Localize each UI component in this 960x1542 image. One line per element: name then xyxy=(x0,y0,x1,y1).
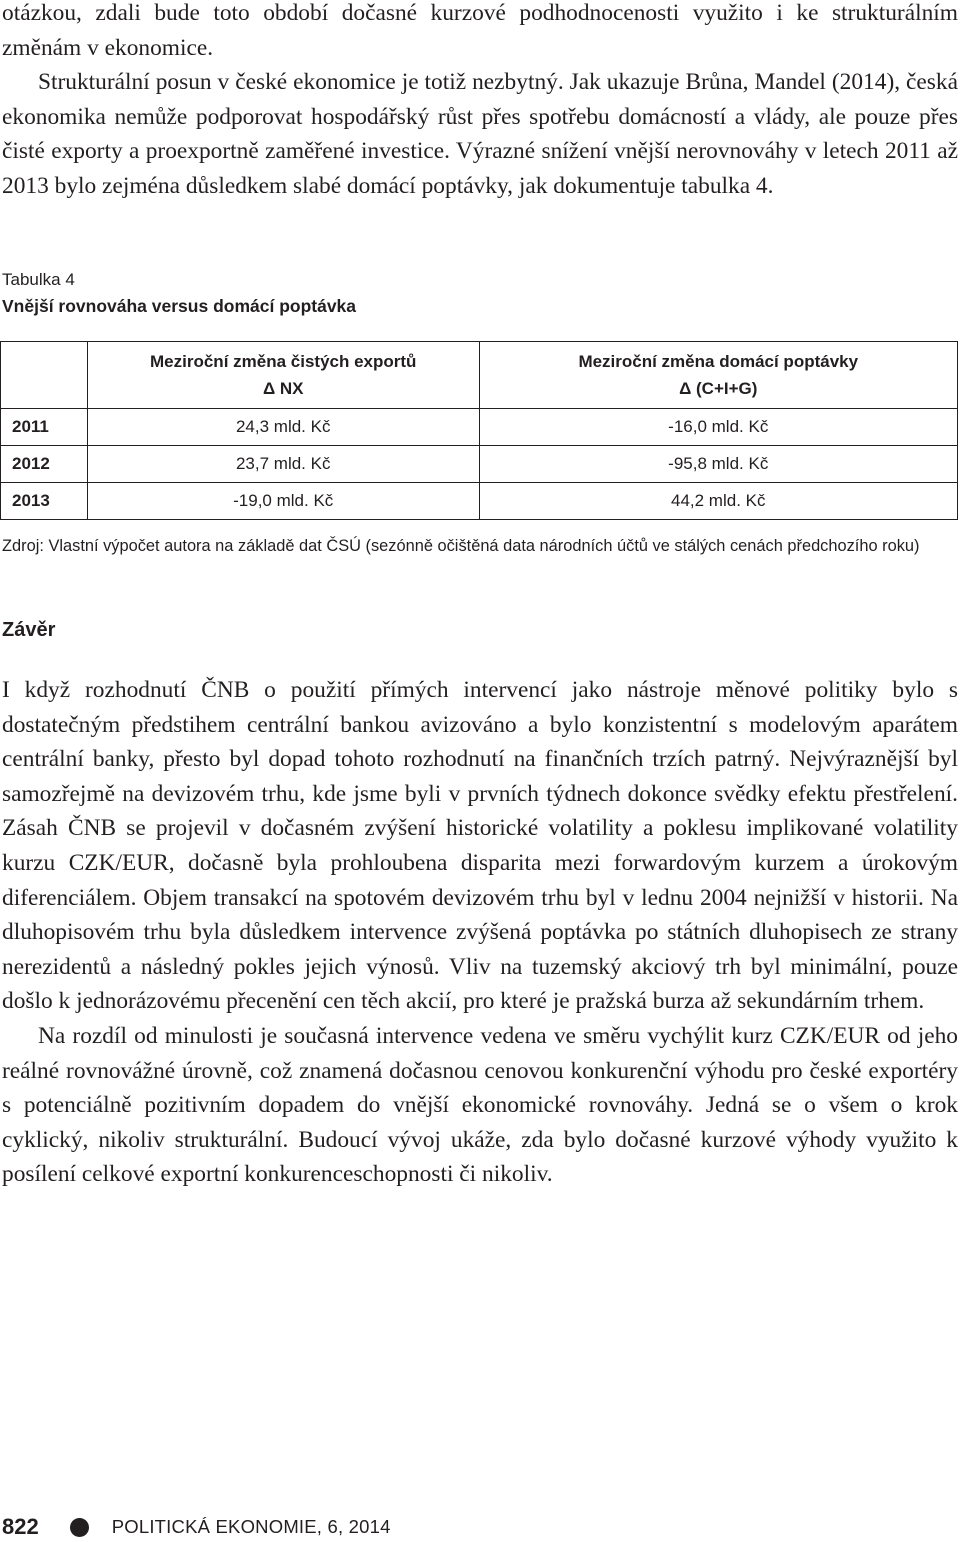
table-row xyxy=(1,446,958,483)
header-empty-cell xyxy=(1,342,88,409)
table-row xyxy=(1,483,958,520)
header-net-exports xyxy=(87,342,479,409)
section-heading: Závěr xyxy=(2,619,56,641)
table-row xyxy=(1,409,958,446)
conclusion-text xyxy=(2,673,958,1192)
intro-paragraph-2: Strukturální posun v české ekonomice je totiž nezbytný. Jak ukazuje Brůna, Mandel (2014), česká ekonomika nemůže podporovat hospodářský růst přes spotřebu domácností a vlády, ale pouze přes čisté exporty a proexportně zaměřené investice. Výrazné snížení vnější nerovnováhy v letech 2011 až 2013 bylo zejména důsledkem slabé domácí poptávky, jak dokumentuje tabulka 4. xyxy=(2,69,958,199)
table-source-note: Zdroj: Vlastní výpočet autora na základě dat ČSÚ (sezónně očištěná data národních účtů ve stálých cenách předchozího roku) xyxy=(2,537,920,555)
row-net-exports: -19,0 mld. Kč xyxy=(87,483,479,520)
table-title: Vnější rovnováha versus domácí poptávka xyxy=(2,296,357,316)
header-net-exports-title: Meziroční změna čistých exportů xyxy=(150,352,417,371)
table-header-row xyxy=(1,342,958,409)
table-label: Tabulka 4 xyxy=(2,270,75,289)
row-domestic-demand: -16,0 mld. Kč xyxy=(479,409,957,446)
header-domestic-demand-title: Meziroční změna domácí poptávky xyxy=(578,352,859,371)
intro-paragraph-1: otázkou, zdali bude toto období dočasné kurzové podhodnocenosti využito i ke strukturálním změnám v ekonomice. xyxy=(2,0,958,61)
intro-text xyxy=(2,0,958,204)
header-domestic-demand xyxy=(479,342,957,409)
header-net-exports-symbol: Δ NX xyxy=(262,379,304,398)
row-domestic-demand: -95,8 mld. Kč xyxy=(479,446,957,483)
conclusion-paragraph-2: Na rozdíl od minulosti je současná intervence vedena ve směru vychýlit kurz CZK/EUR od jeho reálné rovnovážné úrovně, což znamená dočasnou cenovou konkurenční výhodu pro české exportéry s potenciálně pozitivním dopadem do vnější ekonomické rovnováhy. Jedná se o všem o krok cyklický, nikoliv strukturální. Budoucí vývoj ukáže, zda bylo dočasné kurzové výhody využito k posílení celkové exportní konkurenceschopnosti či nikoliv. xyxy=(2,1022,958,1188)
row-year: 2013 xyxy=(1,483,88,520)
row-net-exports: 23,7 mld. Kč xyxy=(87,446,479,483)
header-domestic-demand-symbol: Δ (C+I+G) xyxy=(679,379,758,398)
page-number: 822 xyxy=(2,1514,39,1539)
data-table xyxy=(0,341,958,520)
row-domestic-demand: 44,2 mld. Kč xyxy=(479,483,957,520)
row-year: 2012 xyxy=(1,446,88,483)
journal-name: POLITICKÁ EKONOMIE, 6, 2014 xyxy=(111,1516,391,1537)
row-net-exports: 24,3 mld. Kč xyxy=(87,409,479,446)
conclusion-paragraph-1: I když rozhodnutí ČNB o použití přímých intervencí jako nástroje měnové politiky bylo s dostatečným předstihem centrální bankou avizováno a bylo konzistentní s modelovým aparátem centrální banky, přesto byl dopad tohoto rozhodnutí na finančních trzích patrný. Nejvýraznější byl samozřejmě na devizovém trhu, kde jsme byli v prvních týdnech dokonce svědky efektu přestřelení. Zásah ČNB se projevil v dočasném zvýšení historické volatility a poklesu implikované volatility kurzu CZK/EUR, dočasně byla prohloubena disparita mezi forwardovým kurzem a úrokovým diferenciálem. Objem transakcí na spotovém devizovém trhu byl v lednu 2004 nejnižší v historii. Na dluhopisovém trhu byla důsledkem intervence zvýšená poptávka po státních dluhopisech ze strany nerezidentů a následný pokles jejich výnosů. Vliv na tuzemský akciový trh byl minimální, pouze došlo k jednorázovému přecenění cen těch akcií, pro které je pražská burza až sekundárním trhem. xyxy=(2,677,958,1015)
row-year: 2011 xyxy=(1,409,88,446)
bullet-dot-icon xyxy=(70,1518,89,1537)
